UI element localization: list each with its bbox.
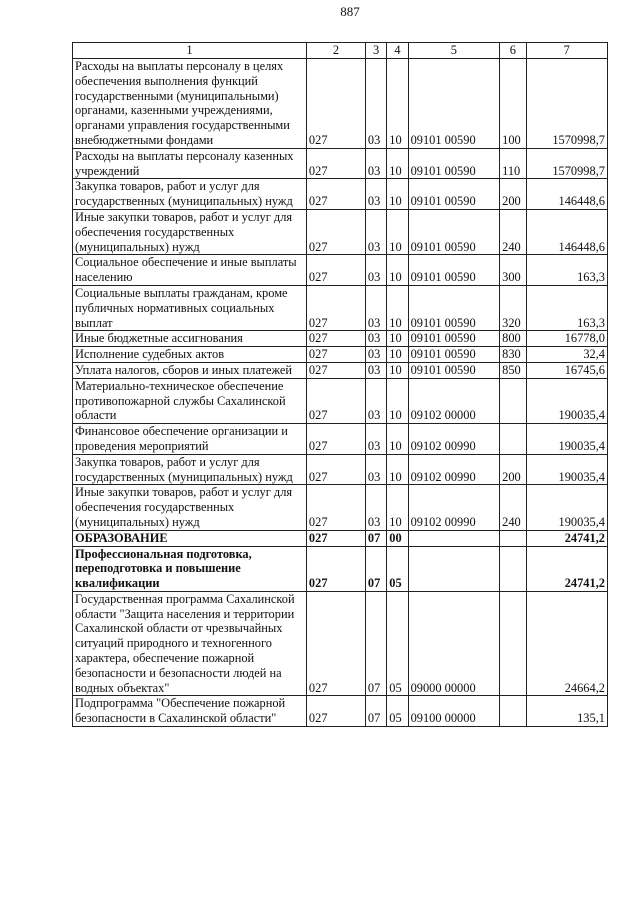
amount-cell: 32,4 [526,347,607,363]
ministry-code-cell: 027 [306,255,365,286]
subsection-code-cell: 05 [387,696,408,727]
row-name-cell: Социальное обеспечение и иные выплаты населению [73,255,307,286]
target-article-cell: 09101 00590 [408,179,500,210]
ministry-code-cell: 027 [306,696,365,727]
subsection-code-cell: 05 [387,591,408,696]
amount-cell: 146448,6 [526,179,607,210]
target-article-cell: 09101 00590 [408,148,500,179]
table-row [73,696,608,727]
column-number: 7 [526,43,607,59]
table-row [73,148,608,179]
row-name-cell: Финансовое обеспечение организации и проведения мероприятий [73,424,307,455]
subsection-code-cell: 00 [387,530,408,546]
target-article-cell: 09101 00590 [408,362,500,378]
subsection-code-cell: 05 [387,546,408,591]
section-code-cell: 07 [365,546,386,591]
row-name-cell: Иные закупки товаров, работ и услуг для обеспечения государственных (муниципальных) нужд [73,209,307,254]
row-name-cell: Исполнение судебных актов [73,347,307,363]
amount-cell: 135,1 [526,696,607,727]
column-number: 6 [500,43,526,59]
section-code-cell: 03 [365,331,386,347]
table-row [73,362,608,378]
column-number: 3 [365,43,386,59]
subsection-code-cell: 10 [387,362,408,378]
target-article-cell: 09101 00590 [408,347,500,363]
budget-table [72,42,608,727]
ministry-code-cell: 027 [306,59,365,149]
section-code-cell: 03 [365,59,386,149]
row-name-cell: Материально-техническое обеспечение противопожарной службы Сахалинской области [73,378,307,423]
section-code-cell: 03 [365,148,386,179]
subsection-code-cell: 10 [387,209,408,254]
section-code-cell: 03 [365,454,386,485]
expense-type-cell: 320 [500,285,526,330]
row-name-cell: Закупка товаров, работ и услуг для государственных (муниципальных) нужд [73,454,307,485]
table-row [73,546,608,591]
subsection-code-cell: 10 [387,148,408,179]
target-article-cell: 09000 00000 [408,591,500,696]
ministry-code-cell: 027 [306,378,365,423]
ministry-code-cell: 027 [306,347,365,363]
expense-type-cell: 100 [500,59,526,149]
ministry-code-cell: 027 [306,209,365,254]
expense-type-cell [500,591,526,696]
target-article-cell: 09101 00590 [408,285,500,330]
row-name-cell: Закупка товаров, работ и услуг для государственных (муниципальных) нужд [73,179,307,210]
expense-type-cell: 830 [500,347,526,363]
amount-cell: 16778,0 [526,331,607,347]
amount-cell: 163,3 [526,285,607,330]
amount-cell: 190035,4 [526,378,607,423]
amount-cell: 24741,2 [526,530,607,546]
page-number: 887 [340,4,360,19]
table-row [73,331,608,347]
table-row [73,454,608,485]
expense-type-cell: 200 [500,179,526,210]
subsection-code-cell: 10 [387,454,408,485]
section-code-cell: 03 [365,424,386,455]
subsection-code-cell: 10 [387,331,408,347]
row-name-cell: Государственная программа Сахалинской области "Защита населения и территории Сахалинской области от чрезвычайных ситуаций природного и техногенного характера, обеспечение пожарной безопасности и безопасности людей на водных объектах" [73,591,307,696]
table-row [73,530,608,546]
expense-type-cell [500,530,526,546]
subsection-code-cell: 10 [387,285,408,330]
table-row [73,209,608,254]
row-name-cell: Иные бюджетные ассигнования [73,331,307,347]
target-article-cell: 09101 00590 [408,209,500,254]
section-code-cell: 07 [365,696,386,727]
column-number: 4 [387,43,408,59]
expense-type-cell [500,424,526,455]
table-row [73,591,608,696]
row-name-cell: Подпрограмма "Обеспечение пожарной безопасности в Сахалинской области" [73,696,307,727]
expense-type-cell [500,696,526,727]
target-article-cell: 09101 00590 [408,331,500,347]
row-name-cell: Профессиональная подготовка, переподготовка и повышение квалификации [73,546,307,591]
section-code-cell: 03 [365,209,386,254]
ministry-code-cell: 027 [306,148,365,179]
amount-cell: 190035,4 [526,485,607,530]
table-row [73,424,608,455]
subsection-code-cell: 10 [387,485,408,530]
column-number: 2 [306,43,365,59]
table-row [73,347,608,363]
expense-type-cell: 800 [500,331,526,347]
table-row [73,485,608,530]
subsection-code-cell: 10 [387,347,408,363]
expense-type-cell: 300 [500,255,526,286]
expense-type-cell: 240 [500,485,526,530]
target-article-cell [408,546,500,591]
subsection-code-cell: 10 [387,424,408,455]
amount-cell: 1570998,7 [526,148,607,179]
section-code-cell: 03 [365,485,386,530]
section-code-cell: 03 [365,378,386,423]
target-article-cell: 09102 00990 [408,454,500,485]
subsection-code-cell: 10 [387,179,408,210]
expense-type-cell [500,378,526,423]
amount-cell: 190035,4 [526,424,607,455]
expense-type-cell: 240 [500,209,526,254]
ministry-code-cell: 027 [306,424,365,455]
amount-cell: 16745,6 [526,362,607,378]
expense-type-cell: 850 [500,362,526,378]
table-row [73,255,608,286]
target-article-cell: 09100 00000 [408,696,500,727]
ministry-code-cell: 027 [306,591,365,696]
section-code-cell: 03 [365,255,386,286]
amount-cell: 24664,2 [526,591,607,696]
subsection-code-cell: 10 [387,378,408,423]
table-row [73,59,608,149]
row-name-cell: Расходы на выплаты персоналу в целях обеспечения выполнения функций государственными (муниципальными) органами, казенными учреждениями, органами управления государственными внебюджетными фондами [73,59,307,149]
ministry-code-cell: 027 [306,485,365,530]
ministry-code-cell: 027 [306,454,365,485]
expense-type-cell: 200 [500,454,526,485]
amount-cell: 24741,2 [526,546,607,591]
amount-cell: 163,3 [526,255,607,286]
section-code-cell: 07 [365,530,386,546]
amount-cell: 1570998,7 [526,59,607,149]
ministry-code-cell: 027 [306,530,365,546]
target-article-cell: 09102 00000 [408,378,500,423]
target-article-cell: 09101 00590 [408,59,500,149]
column-number: 1 [73,43,307,59]
table-row [73,179,608,210]
section-code-cell: 07 [365,591,386,696]
subsection-code-cell: 10 [387,59,408,149]
section-code-cell: 03 [365,179,386,210]
row-name-cell: Расходы на выплаты персоналу казенных учреждений [73,148,307,179]
ministry-code-cell: 027 [306,331,365,347]
section-code-cell: 03 [365,362,386,378]
table-row [73,378,608,423]
target-article-cell [408,530,500,546]
row-name-cell: Социальные выплаты гражданам, кроме публичных нормативных социальных выплат [73,285,307,330]
amount-cell: 146448,6 [526,209,607,254]
row-name-cell: ОБРАЗОВАНИЕ [73,530,307,546]
row-name-cell: Уплата налогов, сборов и иных платежей [73,362,307,378]
column-number: 5 [408,43,500,59]
column-number-row [73,43,608,59]
expense-type-cell: 110 [500,148,526,179]
section-code-cell: 03 [365,285,386,330]
target-article-cell: 09101 00590 [408,255,500,286]
ministry-code-cell: 027 [306,179,365,210]
amount-cell: 190035,4 [526,454,607,485]
expense-type-cell [500,546,526,591]
row-name-cell: Иные закупки товаров, работ и услуг для обеспечения государственных (муниципальных) нужд [73,485,307,530]
target-article-cell: 09102 00990 [408,424,500,455]
section-code-cell: 03 [365,347,386,363]
ministry-code-cell: 027 [306,362,365,378]
target-article-cell: 09102 00990 [408,485,500,530]
ministry-code-cell: 027 [306,546,365,591]
subsection-code-cell: 10 [387,255,408,286]
ministry-code-cell: 027 [306,285,365,330]
table-row [73,285,608,330]
